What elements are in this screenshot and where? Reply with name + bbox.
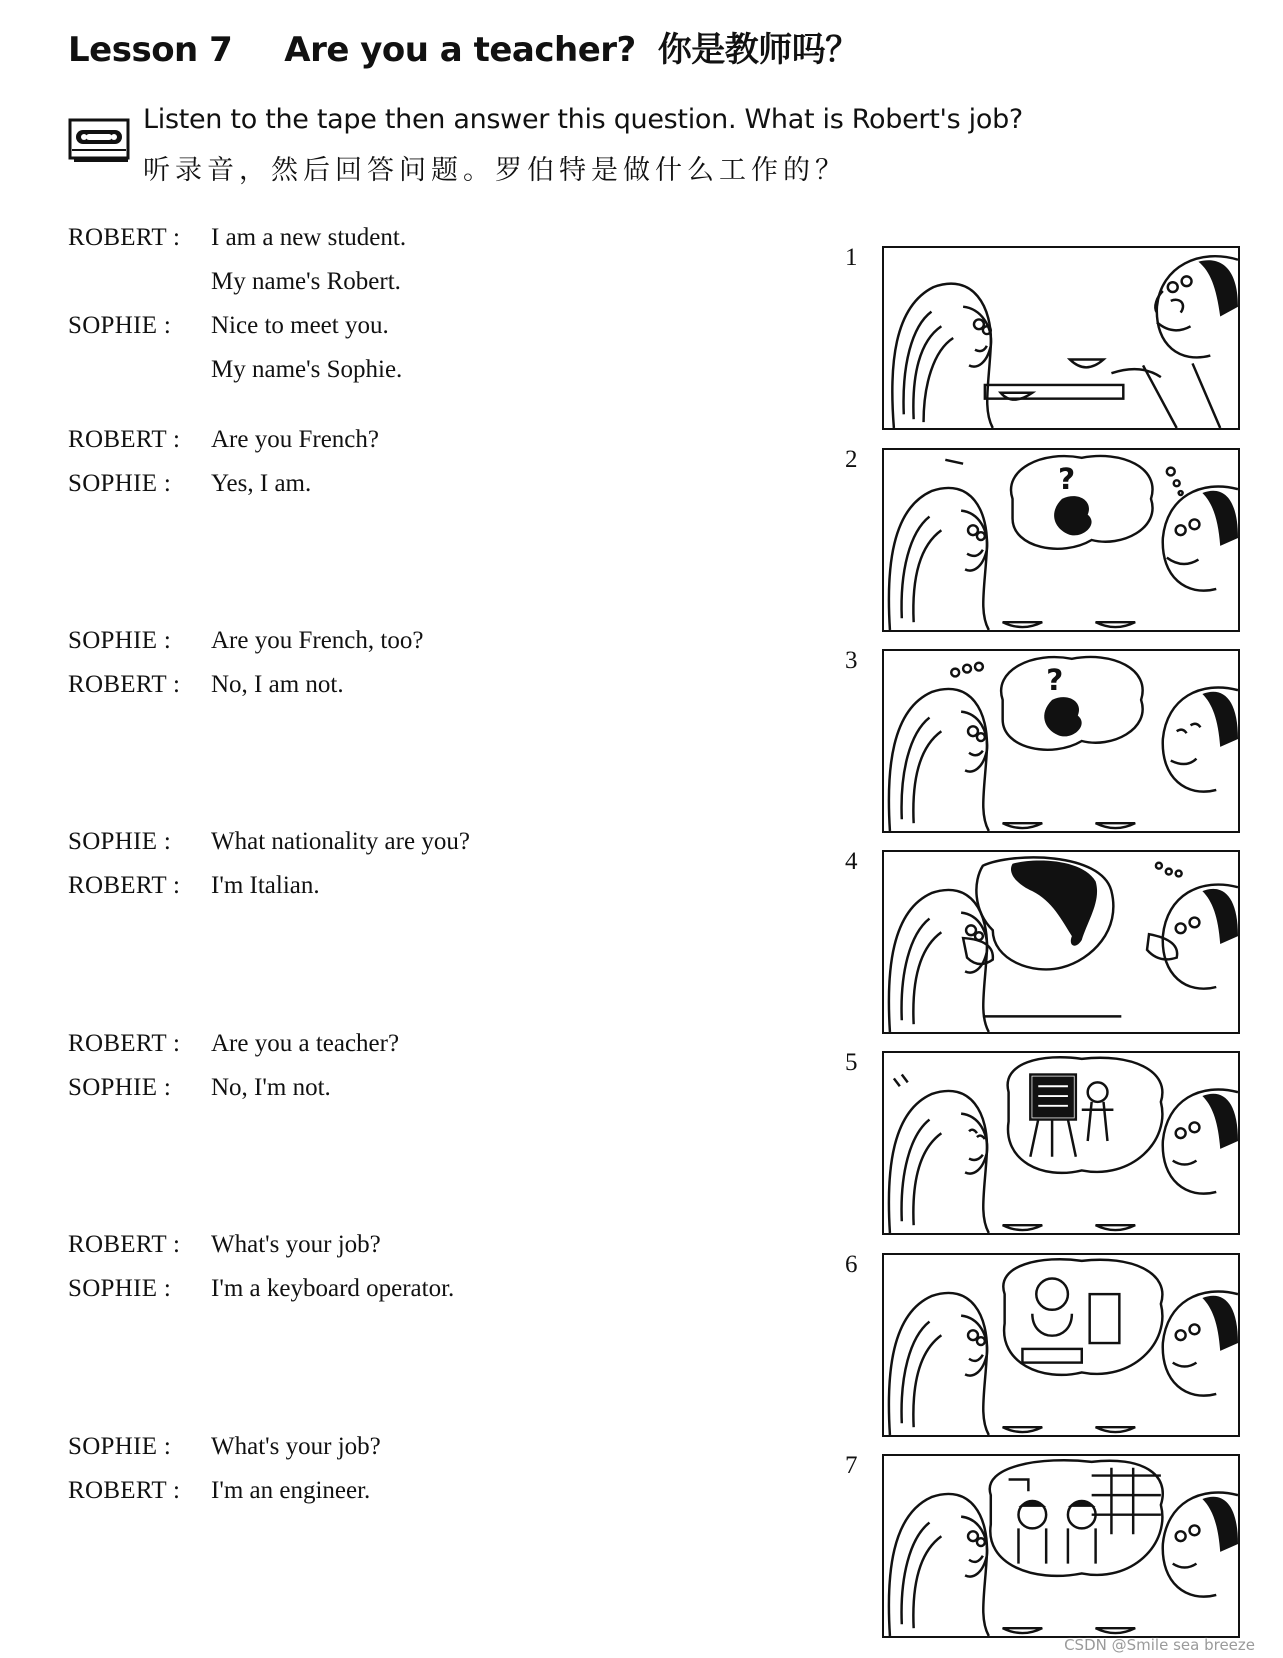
utterance: Are you French? — [211, 426, 379, 453]
utterance: What's your job? — [211, 1231, 381, 1258]
speaker: SOPHIE : — [68, 627, 172, 654]
watermark: CSDN @Smile sea breeze — [1064, 1636, 1255, 1654]
panel-number: 3 — [845, 647, 858, 674]
dialogue-block-5 — [68, 1030, 828, 1118]
dialogue-block-2 — [68, 426, 828, 514]
dialogue-line — [68, 356, 828, 400]
cartoon-panel-4 — [882, 850, 1240, 1034]
speaker: SOPHIE : — [68, 828, 172, 855]
utterance: No, I am not. — [211, 671, 344, 698]
cartoon-panel-5 — [882, 1051, 1240, 1235]
dialogue-block-3 — [68, 627, 828, 715]
dialogue-line — [68, 671, 828, 715]
dialogue-line — [68, 224, 828, 268]
speaker: SOPHIE : — [68, 1275, 172, 1302]
dialogue-block-6 — [68, 1231, 828, 1319]
dialogue-line — [68, 1074, 828, 1118]
dialogue-line — [68, 1275, 828, 1319]
panel-number: 7 — [845, 1452, 858, 1479]
panel-number: 1 — [845, 244, 858, 271]
cartoon-panel-7 — [882, 1454, 1240, 1638]
utterance: I'm a keyboard operator. — [211, 1275, 455, 1302]
dialogue-line — [68, 470, 828, 514]
lesson-title: Are you a teacher? — [284, 30, 636, 70]
utterance: My name's Sophie. — [211, 356, 403, 383]
dialogue-line — [68, 426, 828, 470]
cartoon-panel-3 — [882, 649, 1240, 833]
dialogue-line — [68, 1231, 828, 1275]
utterance: What nationality are you? — [211, 828, 470, 855]
speaker: SOPHIE : — [68, 1433, 172, 1460]
svg-text:?: ? — [1046, 663, 1064, 698]
dialogue-line — [68, 1433, 828, 1477]
dialogue-line — [68, 1477, 828, 1521]
cartoon-panel-6 — [882, 1253, 1240, 1437]
panel-number: 6 — [845, 1251, 858, 1278]
panel-number: 2 — [845, 446, 858, 473]
utterance: Nice to meet you. — [211, 312, 389, 339]
instruction-chinese: 听录音，然后回答问题。罗伯特是做什么工作的？ — [143, 155, 847, 186]
dialogue-block-7 — [68, 1433, 828, 1521]
speaker: ROBERT : — [68, 224, 181, 251]
dialogue-block-1 — [68, 224, 828, 400]
speaker: SOPHIE : — [68, 470, 172, 497]
speaker: ROBERT : — [68, 1231, 181, 1258]
speaker: ROBERT : — [68, 1477, 181, 1504]
dialogue-line — [68, 627, 828, 671]
speaker: ROBERT : — [68, 426, 181, 453]
dialogue-block-4 — [68, 828, 828, 916]
utterance: I'm an engineer. — [211, 1477, 371, 1504]
cartoon-panel-1 — [882, 246, 1240, 430]
utterance: No, I'm not. — [211, 1074, 331, 1101]
svg-text:?: ? — [1058, 462, 1076, 497]
dialogue-line — [68, 872, 828, 916]
lesson-number: Lesson 7 — [68, 30, 233, 70]
cartoon-panel-2 — [882, 448, 1240, 632]
utterance: I am a new student. — [211, 224, 407, 251]
utterance: Yes, I am. — [211, 470, 312, 497]
utterance: My name's Robert. — [211, 268, 401, 295]
panel-number: 5 — [845, 1049, 858, 1076]
panel-number: 4 — [845, 848, 858, 875]
utterance: Are you French, too? — [211, 627, 424, 654]
dialogue-line — [68, 312, 828, 356]
speaker: SOPHIE : — [68, 1074, 172, 1101]
speaker: SOPHIE : — [68, 312, 172, 339]
dialogue-line — [68, 1030, 828, 1074]
dialogue-line — [68, 268, 828, 312]
dialogue-line — [68, 828, 828, 872]
utterance: What's your job? — [211, 1433, 381, 1460]
utterance: Are you a teacher? — [211, 1030, 400, 1057]
instruction-english: Listen to the tape then answer this question. What is Robert's job? — [143, 104, 1023, 135]
speaker: ROBERT : — [68, 1030, 181, 1057]
speaker: ROBERT : — [68, 872, 181, 899]
utterance: I'm Italian. — [211, 872, 320, 899]
speaker: ROBERT : — [68, 671, 181, 698]
lesson-title-chinese: 你是教师吗？ — [657, 30, 859, 70]
